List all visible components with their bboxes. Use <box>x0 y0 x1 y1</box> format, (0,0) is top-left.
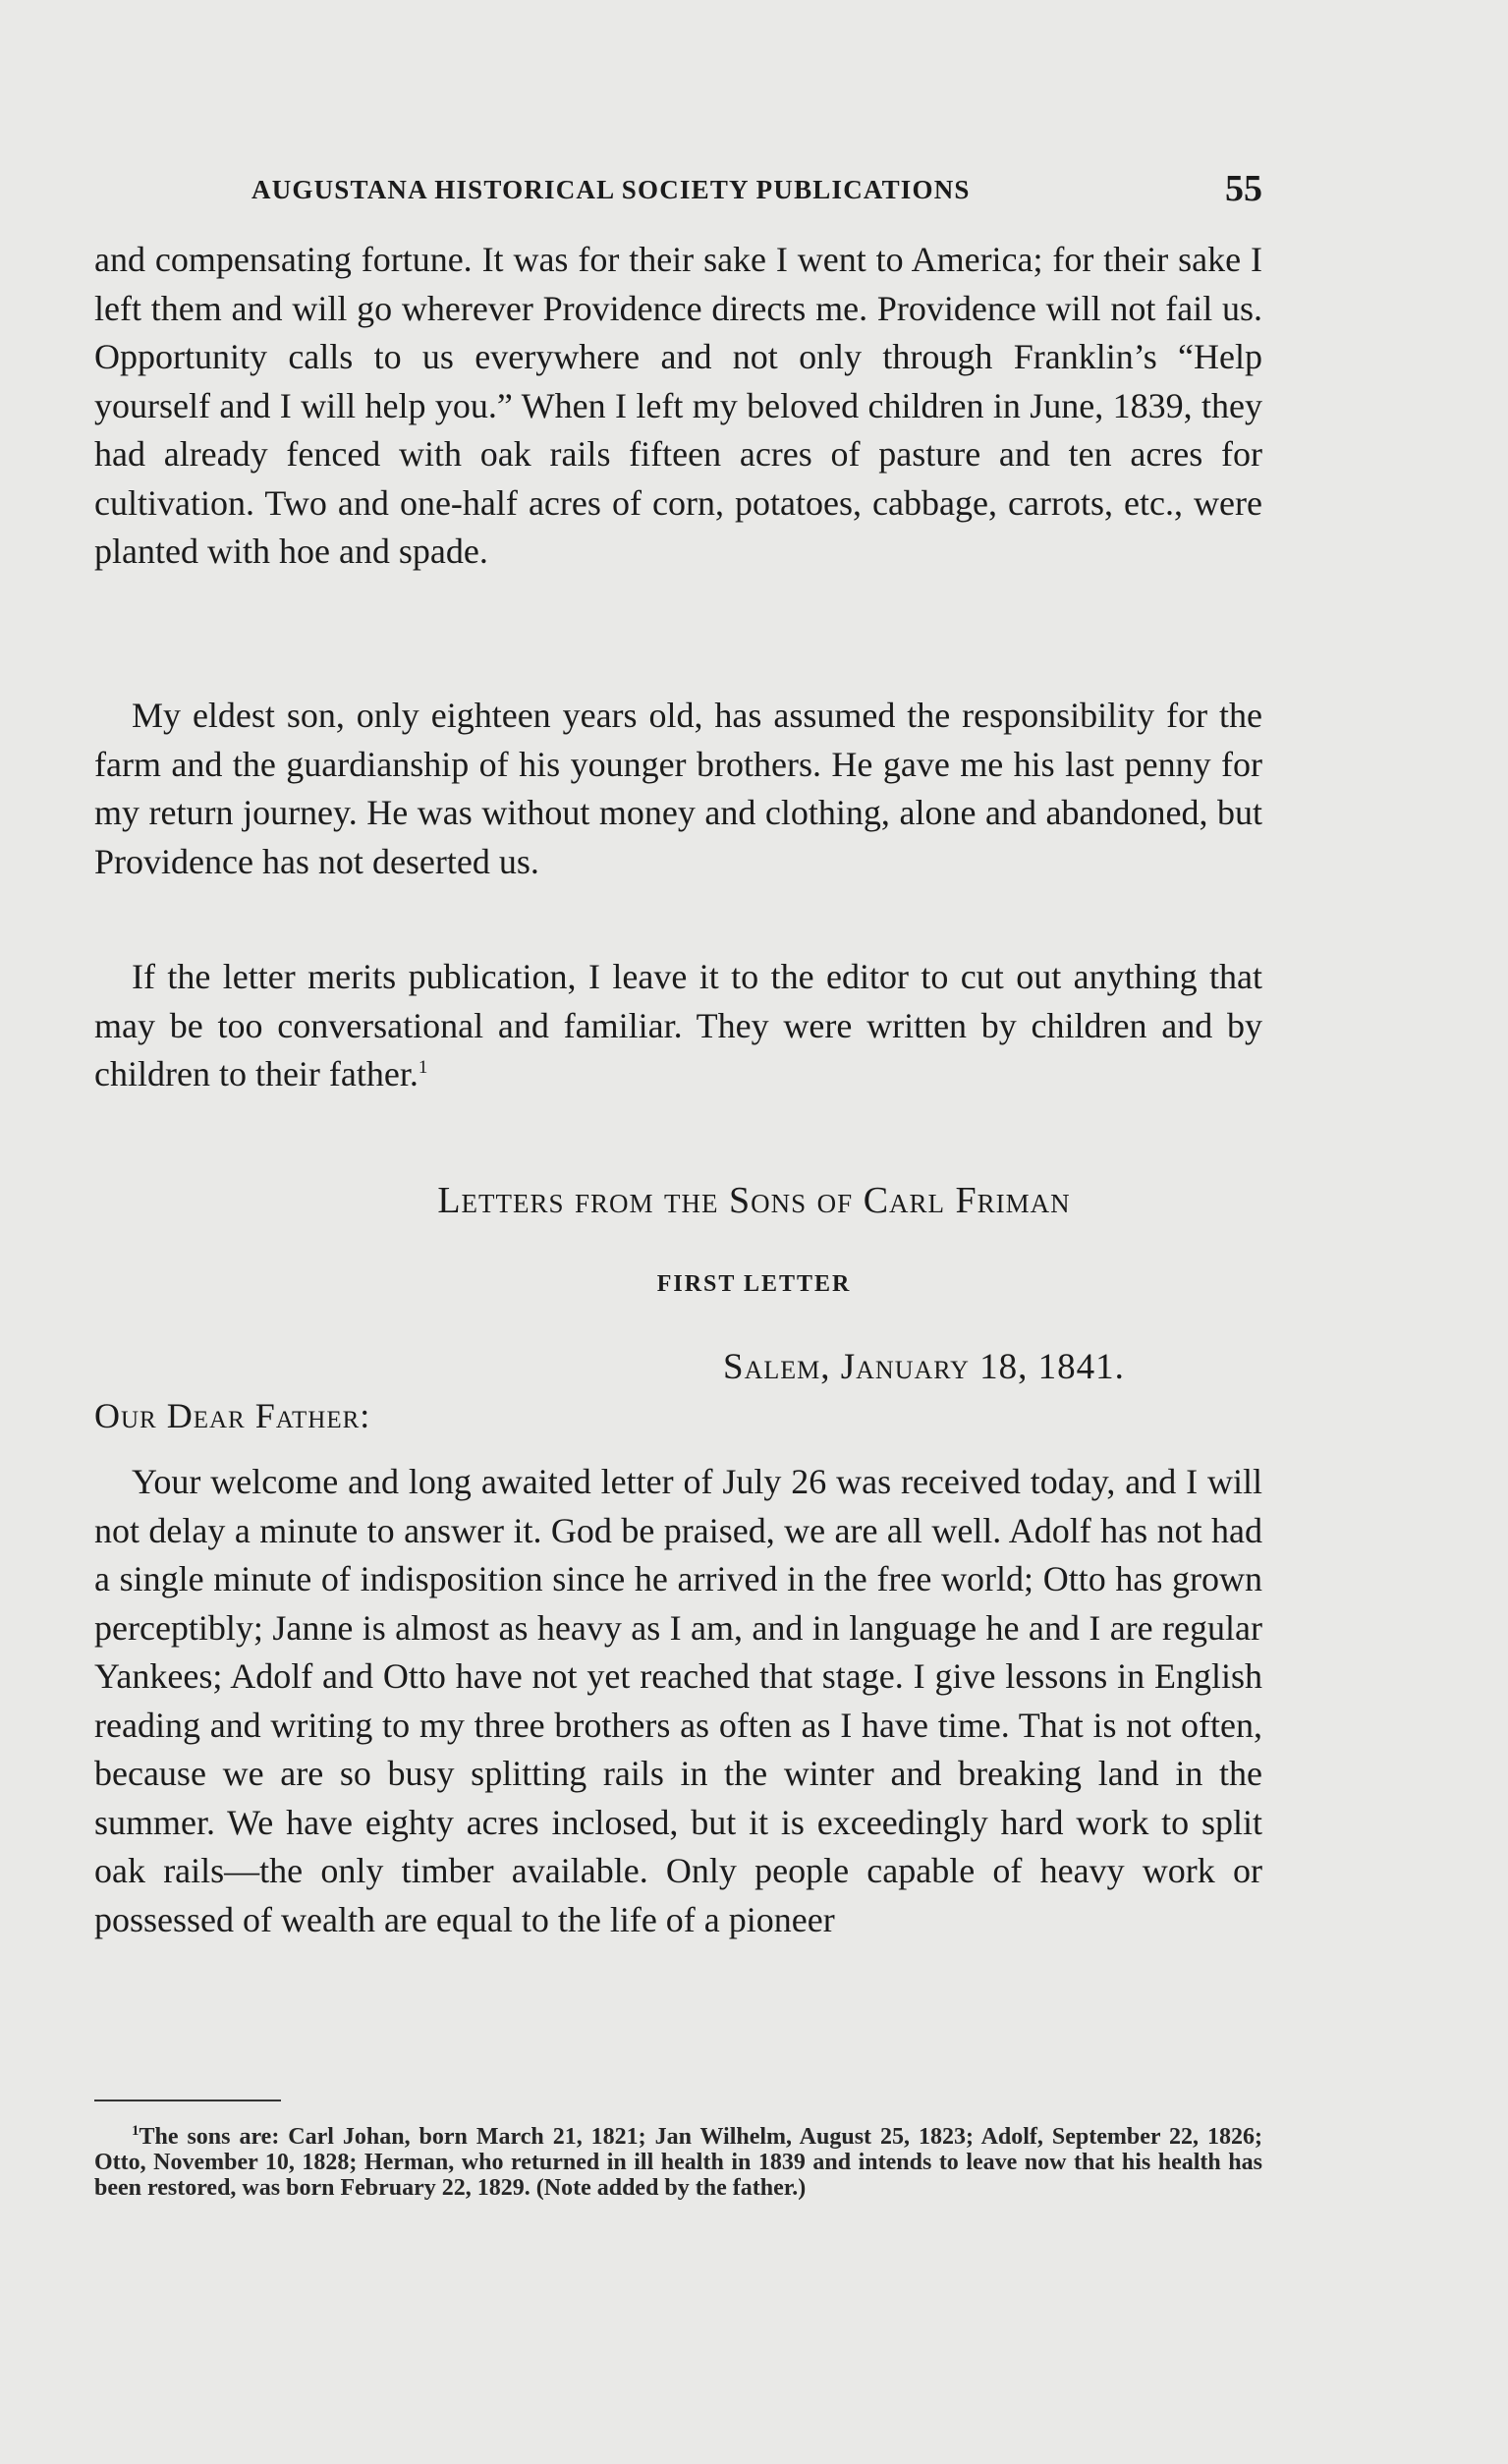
footnote-text: The sons are: Carl Johan, born March 21, 1821; Jan Wilhelm, August 25, 1823; Adolf, September 22, 1826; Otto, November 10, 1828; Herman, who returned in ill health in 1839 and intends to leave now that his health has been restored, was born February 22, 1829. (Note added by the father.) <box>94 2124 1262 2201</box>
page-number: 55 <box>1225 168 1262 209</box>
letter-salutation: Our Dear Father: <box>94 1396 371 1435</box>
paragraph-1: and compensating fortune. It was for their sake I went to America; for their sake I left them and will go wherever Providence directs me. Providence will not fail us. Opportunity calls to us everywhere and not only through Franklin’s “Help yourself and I will help you.” When I left my beloved children in June, 1839, they had already fenced with oak rails fifteen acres of pasture and ten acres for cultivation. Two and one-half acres of corn, potatoes, cabbage, carrots, etc., were planted with hoe and spade. <box>94 240 1262 571</box>
paragraph-3-text: If the letter merits publication, I leave it to the editor to cut out anything that may be too conversational and familiar. They were written by children and by children to their father. <box>94 957 1262 1093</box>
letter-dateline: Salem, January 18, 1841. <box>723 1347 1125 1387</box>
footnote-mark: 1 <box>132 2123 140 2139</box>
paragraph-2: My eldest son, only eighteen years old, has assumed the responsibility for the farm and the guardianship of his younger brothers. He gave me his last penny for my return journey. He was without money and clothing, alone and abandoned, but Providence has not deserted us. <box>94 696 1262 881</box>
footnote-reference: 1 <box>418 1057 428 1078</box>
paragraph-4: Your welcome and long awaited letter of July 26 was received today, and I will not delay a minute to answer it. God be praised, we are all well. Adolf has not had a single minute of indisposition since he arrived in the free world; Otto has grown perceptibly; Janne is almost as heavy as I am, and in language he and I are regular Yankees; Adolf and Otto have not yet reached that stage. I give lessons in English reading and writing to my three brothers as often as I have time. That is not often, because we are so busy splitting rails in the winter and breaking land in the summer. We have eighty acres inclosed, but it is exceedingly hard work to split oak rails—the only timber available. Only people capable of heavy work or possessed of wealth are equal to the life of a pioneer <box>94 1462 1262 1939</box>
footnote <box>94 2124 1262 2201</box>
footnote-rule <box>94 2100 281 2101</box>
section-title: Letters from the Sons of Carl Friman <box>437 1180 1071 1221</box>
paragraph-3 <box>94 953 1262 1099</box>
running-head <box>251 167 1262 216</box>
running-title: AUGUSTANA HISTORICAL SOCIETY PUBLICATIONS <box>251 175 971 204</box>
subsection-title: FIRST LETTER <box>656 1271 852 1297</box>
